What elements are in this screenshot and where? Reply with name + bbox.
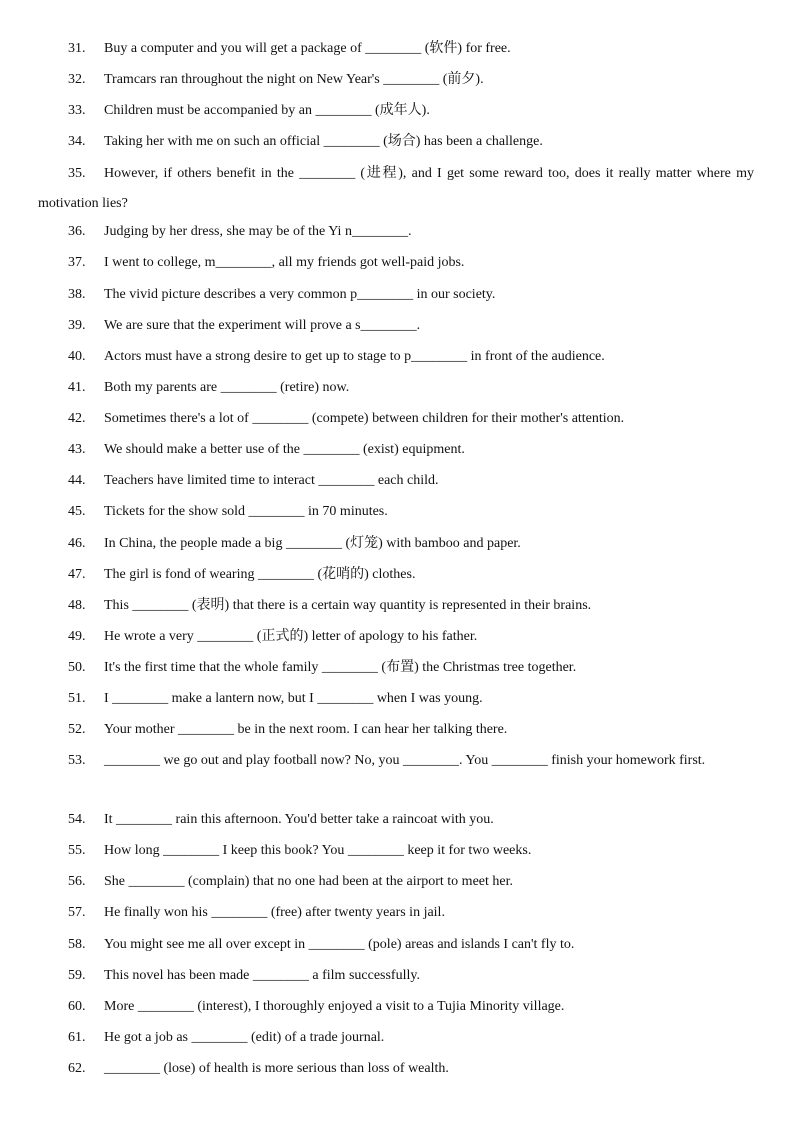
question-number: 61. [68,1030,86,1045]
question-text: He got a job as ________ (edit) of a trade journal. [104,1030,385,1045]
question-55 [38,836,754,866]
question-37 [38,248,754,278]
question-text: We should make a better use of the ________ (exist) equipment. [104,442,465,457]
question-text: Children must be accompanied by an ________ (成年人). [104,103,430,118]
question-number: 39. [68,318,86,333]
question-61 [38,1023,754,1053]
question-text: The girl is fond of wearing ________ (花哨的) clothes. [104,567,416,582]
question-number: 60. [68,999,86,1014]
question-text: How long ________ I keep this book? You ________ keep it for two weeks. [104,843,532,858]
question-text: However, if others benefit in the ________ (进程), and I get some reward too, does it really matter where my motivation lies? [38,166,754,211]
question-59 [38,961,754,991]
question-number: 32. [68,72,86,87]
question-text: It ________ rain this afternoon. You'd better take a raincoat with you. [104,812,494,827]
question-number: 38. [68,287,86,302]
question-text: Actors must have a strong desire to get up to stage to p________ in front of the audience. [104,349,605,364]
question-text: We are sure that the experiment will prove a s________. [104,318,421,333]
question-33 [38,96,754,126]
question-text: He finally won his ________ (free) after twenty years in jail. [104,905,445,920]
question-49 [38,622,754,652]
question-36 [38,217,754,247]
question-number: 49. [68,629,86,644]
question-42 [38,404,754,434]
question-48 [38,591,754,621]
question-56 [38,867,754,897]
question-31 [38,34,754,64]
question-number: 43. [68,442,86,457]
question-text: Tramcars ran throughout the night on New Year's ________ (前夕). [104,72,484,87]
question-number: 45. [68,504,86,519]
question-text: Buy a computer and you will get a package of ________ (软件) for free. [104,41,511,56]
question-text: Teachers have limited time to interact ________ each child. [104,473,439,488]
question-text: Judging by her dress, she may be of the Yi n________. [104,224,412,239]
question-text: Tickets for the show sold ________ in 70 minutes. [104,504,388,519]
question-number: 52. [68,722,86,737]
question-35 [38,159,754,218]
question-number: 33. [68,103,86,118]
question-number: 36. [68,224,86,239]
question-51 [38,684,754,714]
question-number: 37. [68,255,86,270]
question-number: 46. [68,536,86,551]
question-number: 47. [68,567,86,582]
question-number: 42. [68,411,86,426]
question-text: More ________ (interest), I thoroughly enjoyed a visit to a Tujia Minority village. [104,999,565,1014]
question-text: Your mother ________ be in the next room. I can hear her talking there. [104,722,508,737]
question-text: You might see me all over except in ________ (pole) areas and islands I can't fly to. [104,937,575,952]
question-text: I ________ make a lantern now, but I ________ when I was young. [104,691,483,706]
question-number: 35. [68,166,86,181]
question-text: This novel has been made ________ a film successfully. [104,968,420,983]
question-number: 62. [68,1061,86,1076]
question-47 [38,560,754,590]
question-34 [38,127,754,157]
question-57 [38,898,754,928]
question-number: 54. [68,812,86,827]
question-45 [38,497,754,527]
question-number: 57. [68,905,86,920]
question-39 [38,311,754,341]
question-text: Taking her with me on such an official ________ (场合) has been a challenge. [104,134,543,149]
question-text: I went to college, m________, all my friends got well-paid jobs. [104,255,465,270]
question-number: 55. [68,843,86,858]
question-number: 48. [68,598,86,613]
question-number: 50. [68,660,86,675]
question-62 [38,1054,754,1084]
question-number: 53. [68,753,86,768]
question-32 [38,65,754,95]
question-text: This ________ (表明) that there is a certain way quantity is represented in their brains. [104,598,592,613]
question-number: 40. [68,349,86,364]
question-text: It's the first time that the whole family ________ (布置) the Christmas tree together. [104,660,577,675]
question-number: 31. [68,41,86,56]
question-40 [38,342,754,372]
question-54 [38,805,754,835]
question-number: 59. [68,968,86,983]
question-text: He wrote a very ________ (正式的) letter of apology to his father. [104,629,478,644]
question-number: 56. [68,874,86,889]
question-41 [38,373,754,403]
question-53 [38,746,754,776]
question-38 [38,280,754,310]
question-52 [38,715,754,745]
question-43 [38,435,754,465]
question-text: She ________ (complain) that no one had been at the airport to meet her. [104,874,513,889]
question-text: Both my parents are ________ (retire) now. [104,380,350,395]
question-50 [38,653,754,683]
question-text: In China, the people made a big ________ (灯笼) with bamboo and paper. [104,536,521,551]
question-number: 44. [68,473,86,488]
question-number: 41. [68,380,86,395]
question-text: Sometimes there's a lot of ________ (compete) between children for their mother's attention. [104,411,625,426]
question-58 [38,930,754,960]
question-text: ________ (lose) of health is more serious than loss of wealth. [104,1061,449,1076]
question-number: 34. [68,134,86,149]
question-60 [38,992,754,1022]
question-46 [38,529,754,559]
question-text: ________ we go out and play football now? No, you ________. You ________ finish your homework first. [104,753,706,768]
question-text: The vivid picture describes a very common p________ in our society. [104,287,496,302]
question-number: 51. [68,691,86,706]
question-44 [38,466,754,496]
question-number: 58. [68,937,86,952]
